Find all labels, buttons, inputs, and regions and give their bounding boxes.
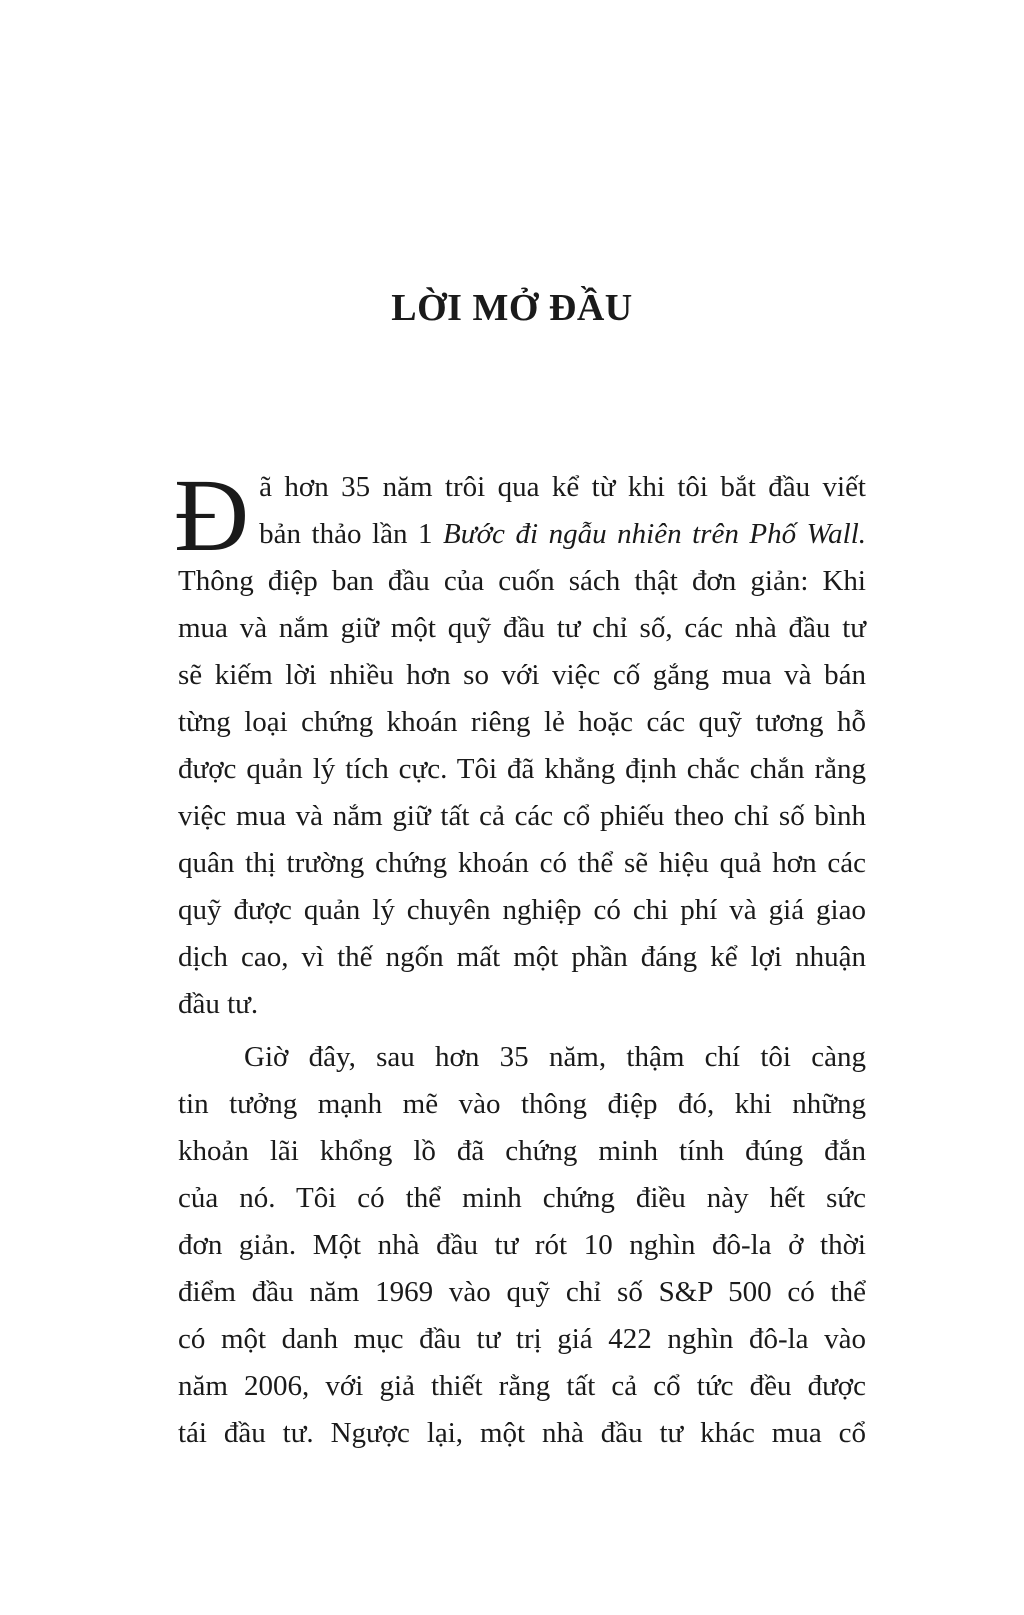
text-line: việc mua và nắm giữ tất cả các cổ phiếu theo chỉ số bình — [178, 800, 866, 832]
text-line: Thông điệp ban đầu của cuốn sách thật đơn giản: Khi — [178, 565, 866, 597]
text-line: được quản lý tích cực. Tôi đã khẳng định chắc chắn rằng — [178, 753, 866, 785]
paragraph-2 — [178, 1034, 866, 1457]
text-line: năm 2006, với giả thiết rằng tất cả cổ tức đều được — [178, 1370, 866, 1402]
text-line: điểm đầu năm 1969 vào quỹ chỉ số S&P 500 có thể — [178, 1276, 866, 1308]
body-text — [174, 458, 867, 1457]
text-fragment: bản thảo lần 1 — [259, 518, 444, 550]
text-line: đầu tư. — [178, 988, 259, 1020]
text-line: quỹ được quản lý chuyên nghiệp có chi phí và giá giao — [178, 894, 866, 926]
text-line: tin tưởng mạnh mẽ vào thông điệp đó, khi những — [178, 1088, 866, 1120]
text-line: từng loại chứng khoán riêng lẻ hoặc các quỹ tương hỗ — [178, 706, 866, 738]
text-line: có một danh mục đầu tư trị giá 422 nghìn đô-la vào — [178, 1323, 866, 1355]
text-line — [178, 511, 866, 558]
text-line: quân thị trường chứng khoán có thể sẽ hiệu quả hơn các — [178, 847, 866, 879]
text-line: của nó. Tôi có thể minh chứng điều này hết sức — [178, 1182, 866, 1214]
drop-cap: Đ — [174, 458, 250, 573]
text-line: mua và nắm giữ một quỹ đầu tư chỉ số, các nhà đầu tư — [178, 612, 866, 644]
paragraph-1 — [174, 458, 867, 1028]
text-line: ã hơn 35 năm trôi qua kể từ khi tôi bắt đầu viết — [259, 471, 866, 503]
text-line: tái đầu tư. Ngược lại, một nhà đầu tư khác mua cổ — [178, 1417, 866, 1449]
text-line: đơn giản. Một nhà đầu tư rót 10 nghìn đô-la ở thời — [178, 1229, 866, 1261]
text-line: sẽ kiếm lời nhiều hơn so với việc cố gắng mua và bán — [178, 659, 866, 691]
book-title-italic: Bước đi ngẫu nhiên trên Phố Wall. — [443, 518, 867, 550]
text-line: Giờ đây, sau hơn 35 năm, thậm chí tôi càng — [244, 1041, 866, 1073]
chapter-title: LỜI MỞ ĐẦU — [391, 287, 633, 329]
text-line: dịch cao, vì thế ngốn mất một phần đáng kể lợi nhuận — [178, 941, 866, 973]
text-line: khoản lãi khổng lồ đã chứng minh tính đúng đắn — [178, 1135, 866, 1167]
